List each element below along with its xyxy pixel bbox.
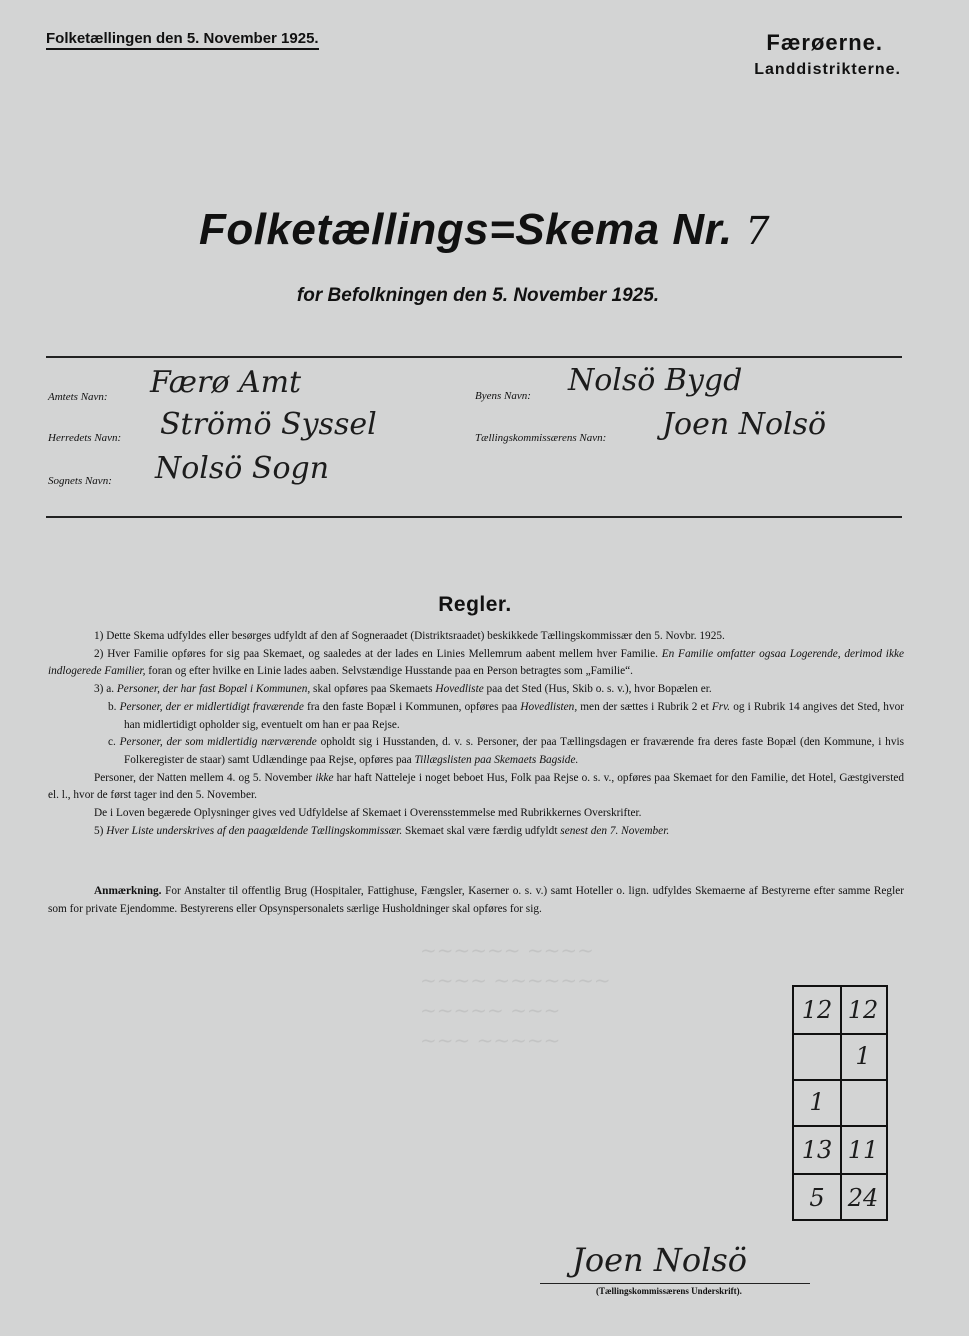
herred-value: Strömö Syssel [160,407,377,442]
rule-3c-part: c. [108,736,116,749]
region-heading: Færøerne. [766,30,883,55]
rule-3a-part: 3) a. [94,683,115,696]
divider-bottom [46,516,902,518]
anmaerkning-label: Anmærkning. [94,885,162,897]
rule-5-part: Skemaet skal være færdig udfyldt [404,824,558,837]
rule-3b-emph: Hovedlisten, [520,700,578,713]
rule-3a-part: paa det Sted (Hus, Skib o. s. v.), hvor Bopælen er. [486,683,712,696]
rule-3d-part: har haft Natteleje i noget beboet Hus, Folk paa Rejse o. s. v., opføres paa Skemaet for den Familie, det Hotel, Gæstgiversted el. l., hvor de først tager ind den 5. November. [48,771,904,802]
rule-2-part: 2) Hver Familie opføres for sig paa Skemaet, og saaledes at der lades en Linies Mellemrum aabent mellem hver Familie. [94,647,658,660]
tally-cell [840,1079,886,1125]
sogn-value: Nolsö Sogn [155,451,330,486]
herred-label: Herredets Navn: [48,432,122,444]
tally-cell: 1 [809,1088,825,1116]
rule-2-emph: En Familie omfatter ogsaa Logerende, derimod ikke indlogerede Familier, [48,647,904,678]
rule-3b-part: og i Rubrik 14 angives det Sted, hvor han midlertidigt opholder sig, eventuelt om han er paa Rejse. [124,700,905,731]
divider-top [46,356,902,358]
census-label: Folketællingen den 5. November 1925. [46,30,319,50]
district-heading: Landdistrikterne. [754,61,901,78]
anmaerkning-text: For Anstalter til offentlig Brug (Hospitaler, Fattighuse, Fængsler, Kaserner o. s. v.) samt Hoteller o. lign. udfyldes Skemaerne af Bestyrerne efter samme Regler som for private Ejendomme. Bestyrerens eller Opsynspersonalets særlige Husholdninger skal opføres for sig. [48,885,904,915]
rule-3d [48,770,904,805]
form-title [0,205,969,255]
rule-5-part: 5) [94,824,104,837]
rule-3a-emph: Personer, der har fast Bopæl i Kommunen, [116,683,311,696]
form-subtitle: for Befolkningen den 5. November 1925. [296,285,660,306]
rule-3c-part: opholdt sig i Husstanden, d. v. s. Personer, der paa Tællingsdagen er fraværende fra deres faste Bopæl (den Kommune, i hvis Folkeregister de staar) samt Udlændinge paa Rejse, opføres paa [124,736,905,766]
kommissaer-label: Tællingskommissærens Navn: [475,432,607,444]
rule-3c [48,734,904,769]
rule-4: De i Loven begærede Oplysninger gives ved Udfyldelse af Skemaet i Overensstemmelse med Rubrikkernes Overskrifter. [94,807,642,820]
rule-5-emph: Hver Liste underskrives af den paagældende Tællingskommissær. [106,824,403,837]
rule-2-part: foran og efter hvilke en Linie lades aaben. Selvstændige Husstande paa en Person betragtes som „Familie“. [148,665,633,678]
rule-3b-emph: Frv. [711,700,731,713]
tally-cell: 5 [809,1184,825,1212]
rule-3c-emph: Tillægslisten paa Skemaets Bagside. [414,753,579,766]
rule-3b-emph: Personer, der er midlertidigt fraværende [119,700,304,713]
regler-title: Regler. [438,593,512,616]
signature-line [540,1283,810,1284]
rule-2 [48,646,904,681]
tally-cell: 12 [801,996,833,1024]
rule-3b [48,699,904,734]
form-number: 7 [745,209,770,253]
tally-cell: 11 [847,1136,879,1164]
rule-3a [48,681,904,699]
anmaerkning [48,882,904,918]
rule-3b-part: fra den faste Bopæl i Kommunen, opføres paa [306,700,518,713]
rule-3a-emph: Hovedliste [435,683,484,696]
form-title-text: Folketællings=Skema Nr. [198,205,733,254]
sogn-label: Sognets Navn: [48,475,112,487]
rule-3c-emph: Personer, der som midlertidig nærværende [119,736,317,749]
rule-5 [48,823,904,841]
kommissaer-value: Joen Nolsö [662,407,827,442]
rule-5-emph: senest den 7. November. [560,824,670,837]
amt-label: Amtets Navn: [48,391,108,403]
tally-cell: 1 [855,1042,871,1070]
bleed-through-text: ~~~~~~ ~~~~ ~~~~ ~~~~~~~ ~~~~~ ~~~ ~~~ ~~~~~ [420,938,611,1052]
tally-cell: 13 [801,1136,833,1164]
tally-cell: 12 [847,996,879,1024]
amt-value: Færø Amt [150,365,302,400]
rule-3d-emph: ikke [315,771,334,784]
by-label: Byens Navn: [475,390,531,402]
by-value: Nolsö Bygd [568,363,743,398]
rule-3a-part: skal opføres paa Skemaets [313,683,433,696]
rules-text [48,628,904,840]
rule-3b-part: men der sættes i Rubrik 2 et [580,700,709,713]
signature: Joen Nolsö [572,1241,747,1279]
rule-3d-part: Personer, der Natten mellem 4. og 5. November [94,771,313,784]
signature-caption: (Tællingskommissærens Underskrift). [596,1286,742,1296]
tally-cell [794,1033,840,1079]
tally-box [792,985,888,1221]
tally-cell: 24 [847,1184,879,1212]
rule-3b-part: b. [108,700,117,713]
rule-1: 1) Dette Skema udfyldes eller besørges udfyldt af den af Sogneraadet (Distriktsraadet) beskikkede Tællingskommissær den 5. Novbr. 1925. [94,630,725,642]
